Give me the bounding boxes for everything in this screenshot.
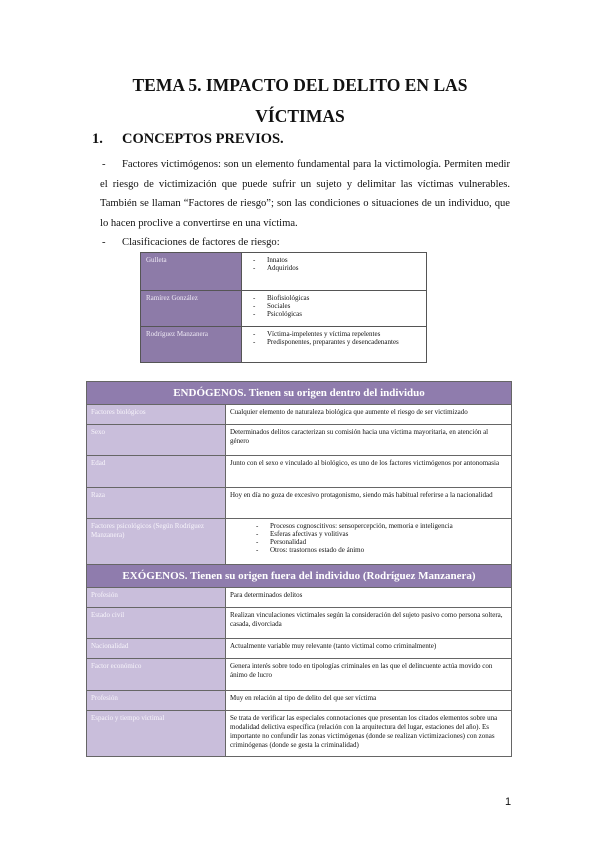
row-key: Sexo [87, 425, 226, 456]
list-item: - Biofisiológicas [267, 294, 421, 302]
list-item: - Procesos cognoscitivos: sensopercepción, memoria e inteligencia [270, 522, 507, 530]
endogenos-header-row [87, 382, 512, 405]
document-title [60, 70, 540, 132]
row-key: Espacio y tiempo victimal [87, 711, 226, 757]
row-key: Edad [87, 456, 226, 488]
table-row [87, 711, 512, 757]
list-item: - Predisponentes, preparantes y desencadenantes [267, 338, 421, 346]
row-value: Junto con el sexo e vinculado al biológico, es uno de los factores victimógenos por antonomasia [226, 456, 512, 488]
bullet-text: Factores victimógenos: son un elemento fundamental para la victimología. Permiten medir el riesgo de victimización que puede sufrir un sujeto y delimitar las víctimas vulnerables. También se llaman “Factores de riesgo”; son las condiciones o situaciones de un individuo, que lo hacen proclive a convertirse en una víctima. [100, 159, 510, 229]
bullet-factores-victimogenos [100, 155, 510, 233]
table-row [87, 608, 512, 639]
bullet-dash: - [102, 237, 106, 248]
list-item: - Psicológicas [267, 310, 421, 318]
row-value [226, 519, 512, 565]
section-number: 1. [92, 131, 103, 147]
row-value: Se trata de verificar las especiales connotaciones que presentan los citados elementos sobre una modalidad delictiva específica (relación con la arquitectura del lugar, estaciones del año). Es importante no confundir las zonas victimógenas (donde se realizan victimizaciones) con zonas criminógenas (donde se gesta la criminalidad) [226, 711, 512, 757]
row-value: Actualmente variable muy relevante (tanto victimal como criminalmente) [226, 639, 512, 659]
author-cell: Ramírez González [141, 291, 242, 327]
row-value: Para determinados delitos [226, 588, 512, 608]
row-value: Muy en relación al tipo de delito del que ser víctima [226, 691, 512, 711]
bullet-text: Clasificaciones de factores de riesgo: [122, 237, 280, 248]
endogenos-header: ENDÓGENOS. Tienen su origen dentro del individuo [87, 382, 512, 405]
table-row [87, 588, 512, 608]
items-cell [242, 253, 427, 291]
items-cell [242, 291, 427, 327]
row-value: Realizan vinculaciones victimales según la consideración del sujeto pasivo como persona soltera, casada, divorciada [226, 608, 512, 639]
list-item: - Esferas afectivas y volitivas [270, 530, 507, 538]
row-key: Factor económico [87, 659, 226, 691]
bullet-clasificaciones [100, 233, 510, 253]
author-cell: Rodríguez Manzanera [141, 327, 242, 363]
factors-table [86, 381, 512, 757]
row-key: Factores biológicos [87, 405, 226, 425]
items-cell [242, 327, 427, 363]
page-number: 1 [505, 796, 512, 808]
list-item: - Víctima-impelentes y víctima repelentes [267, 330, 421, 338]
table-row [87, 456, 512, 488]
row-value: Cualquier elemento de naturaleza biológica que aumente el riesgo de ser victimizado [226, 405, 512, 425]
table-row [87, 659, 512, 691]
table-row [87, 405, 512, 425]
exogenos-header: EXÓGENOS. Tienen su origen fuera del individuo (Rodríguez Manzanera) [87, 565, 512, 588]
table-row [141, 291, 427, 327]
list-item: - Sociales [267, 302, 421, 310]
classification-table [140, 252, 427, 363]
table-row [87, 519, 512, 565]
row-value: Genera interés sobre todo en tipologías criminales en las que el delincuente actúa movido con ánimo de lucro [226, 659, 512, 691]
row-key: Raza [87, 488, 226, 519]
author-cell: Gulleta [141, 253, 242, 291]
row-value: Hoy en día no goza de excesivo protagonismo, siendo más habitual referirse a la nacionalidad [226, 488, 512, 519]
list-item: - Innatos [267, 256, 421, 264]
list-item: - Otros: trastornos estado de ánimo [270, 546, 507, 554]
table-row [141, 253, 427, 291]
table-row [87, 488, 512, 519]
bullet-dash: - [102, 159, 106, 170]
list-item: - Personalidad [270, 538, 507, 546]
row-key: Profesión [87, 588, 226, 608]
row-key: Estado civil [87, 608, 226, 639]
section-heading [92, 131, 284, 148]
section-label: CONCEPTOS PREVIOS. [122, 131, 284, 147]
list-item: - Adquiridos [267, 264, 421, 272]
title-line-1: TEMA 5. IMPACTO DEL DELITO EN LAS [132, 75, 468, 95]
exogenos-header-row [87, 565, 512, 588]
row-key: Profesión [87, 691, 226, 711]
table-row [87, 425, 512, 456]
row-key: Factores psicológicos (Según Rodríguez Manzanera) [87, 519, 226, 565]
title-line-2: VÍCTIMAS [255, 106, 345, 126]
table-row [141, 327, 427, 363]
table-row [87, 691, 512, 711]
row-key: Nacionalidad [87, 639, 226, 659]
row-value: Determinados delitos caracterizan su comisión hacia una víctima mayoritaria, en atención al género [226, 425, 512, 456]
table-row [87, 639, 512, 659]
